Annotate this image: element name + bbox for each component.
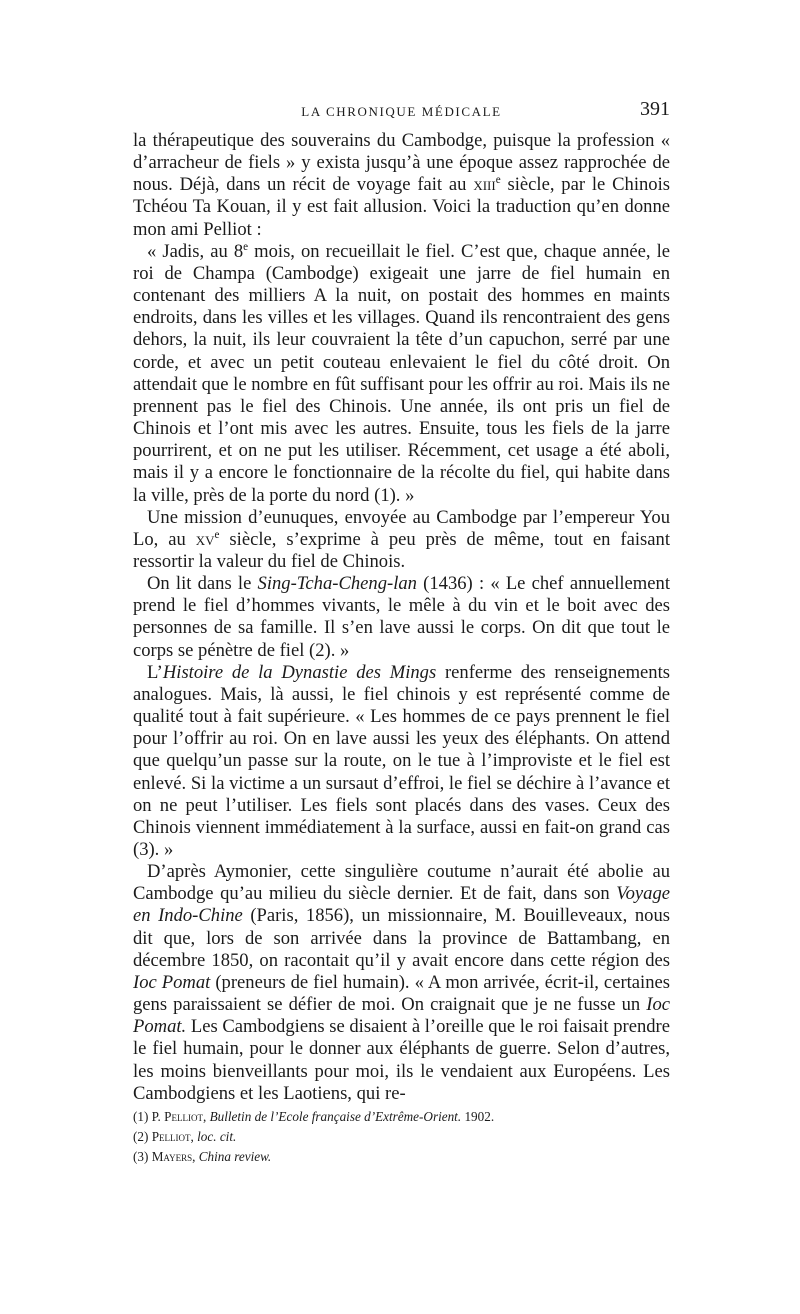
- footnote: [133, 1147, 670, 1167]
- text-segment: (Paris, 1856), un missionnaire, M. Bouilleveaux, nous dit que, lors de son arrivée dans la province de Battambang, en décembre 1850, on racontait qu’il y avait encore dans cette région des: [133, 905, 670, 971]
- text-segment: (2): [133, 1129, 152, 1144]
- text-segment: L’: [147, 661, 163, 683]
- text-segment: 1902.: [461, 1109, 495, 1124]
- footnote: [133, 1107, 670, 1127]
- running-title: LA CHRONIQUE MÉDICALE: [301, 104, 502, 119]
- page-number: 391: [640, 98, 670, 120]
- paragraph: [133, 130, 670, 241]
- text-segment: Pelliot: [151, 1129, 191, 1144]
- text-segment: « Jadis, au 8: [147, 240, 244, 262]
- text-segment: e: [214, 528, 220, 541]
- text-segment: D’après Aymonier, cette singulière coutume n’aurait été abolie au Cambodge qu’au milieu du siècle dernier. Et de fait, dans son: [133, 861, 670, 905]
- text-segment: ,: [190, 1129, 198, 1144]
- text-segment: Pelliot: [164, 1109, 203, 1124]
- text-segment: On lit dans le: [147, 573, 258, 595]
- paragraph: [133, 507, 670, 573]
- paragraph: [133, 573, 670, 662]
- italic-text-segment: Ioc Pomat.: [133, 994, 670, 1038]
- text-segment: Une mission d’eunuques, envoyée au Cambodge par l’empereur You Lo, au: [133, 506, 670, 550]
- text-segment: ,: [192, 1149, 199, 1164]
- text-segment: siècle, par le Chinois Tchéou Ta Kouan, il y est fait allusion. Voici la traduction qu’en donne mon ami Pelliot :: [133, 174, 670, 240]
- text-segment: (1436) : « Le chef annuellement prend le fiel d’hommes vivants, le mêle à du vin et le boit avec des personnes de sa famille. Il s’en lave aussi le corps. On dit que tout le corps se pénètre de fiel (2). »: [133, 573, 670, 661]
- page-header: [133, 98, 670, 128]
- text-segment: Les Cambodgiens se disaient à l’oreille que le roi faisait prendre le fiel humain, pour le donner aux éléphants de guerre. Selon d’autres, les moins bienveillants pour moi, ils le vendaient aux Européens. Les Cambodgiens et les Laotiens, qui re-: [133, 1016, 670, 1104]
- italic-text-segment: loc. cit.: [197, 1129, 237, 1144]
- italic-text-segment: China review.: [198, 1149, 272, 1164]
- text-segment: Mayers: [151, 1149, 193, 1164]
- text-segment: e: [495, 174, 501, 187]
- paragraph: [133, 241, 670, 507]
- footnote: [133, 1127, 670, 1147]
- text-segment: xv: [195, 528, 215, 550]
- italic-text-segment: Ioc Pomat: [133, 971, 211, 993]
- paragraph: [133, 662, 670, 861]
- text-segment: la thérapeutique des souverains du Cambodge, puisque la profession « d’arracheur de fiels » y exista jusqu’à une époque assez rapprochée de nous. Déjà, dans un récit de voyage fait au: [133, 130, 670, 196]
- italic-text-segment: Voyage en Indo-Chine: [133, 883, 670, 927]
- text-segment: ,: [202, 1109, 210, 1124]
- footnotes: [133, 1107, 670, 1167]
- text-segment: xiii: [473, 174, 496, 196]
- text-segment: (1) P.: [133, 1109, 165, 1124]
- italic-text-segment: Sing-Tcha-Cheng-lan: [257, 573, 417, 595]
- body-text: [133, 130, 670, 1105]
- text-segment: (preneurs de fiel humain). « A mon arrivée, écrit-il, certaines gens paraissaient se défier de moi. On craignait que je ne fusse un: [133, 971, 671, 1016]
- paragraph: [133, 861, 670, 1105]
- text-segment: renferme des renseignements analogues. Mais, là aussi, le fiel chinois y est représenté comme de qualité tout à fait supérieure. « Les hommes de ce pays prennent le fiel pour l’offrir au roi. On en lave aussi les yeux des éléphants. On attend que quelqu’un passe sur la route, on le tue à l’improviste et le fiel est enlevé. Si la victime a un sursaut d’effroi, le fiel se déchire à l’avance et on ne peut l’utiliser. Les fiels sont placés dans des vases. Ceux des Chinois viennent immédiatement à la surface, aussi en fait-on grand cas (3). »: [133, 661, 670, 860]
- text-segment: siècle, s’exprime à peu près de même, tout en faisant ressortir la valeur du fiel de Chinois.: [133, 528, 670, 572]
- text-segment: (3): [133, 1149, 152, 1164]
- italic-text-segment: Histoire de la Dynastie des Mings: [162, 661, 437, 683]
- text-segment: mois, on recueillait le fiel. C’est que, chaque année, le roi de Champa (Cambodge) exigeait une jarre de fiel humain en contenant des milliers A la nuit, on postait des hommes en maints endroits, dans les villes et les villages. Quand ils rencontraient des gens dehors, la nuit, ils leur couvraient la tête d’un capuchon, serré par une corde, et avec un petit couteau enlevaient le fiel du côté droit. On attendait que le nombre en fût suffisant pour les offrir au roi. Mais ils ne prennent pas le fiel des Chinois. Une année, ils ont pris un fiel de Chinois et l’ont mis avec les autres. Ensuite, tous les fiels de la jarre pourrirent, et on ne put les utiliser. Récemment, cet usage a été aboli, mais il y a encore le fonctionnaire de la récolte du fiel, qui habite dans la ville, près de la porte du nord (1). »: [133, 240, 670, 506]
- italic-text-segment: Bulletin de l’Ecole française d’Extrême-Orient.: [209, 1109, 462, 1124]
- text-segment: e: [243, 240, 249, 253]
